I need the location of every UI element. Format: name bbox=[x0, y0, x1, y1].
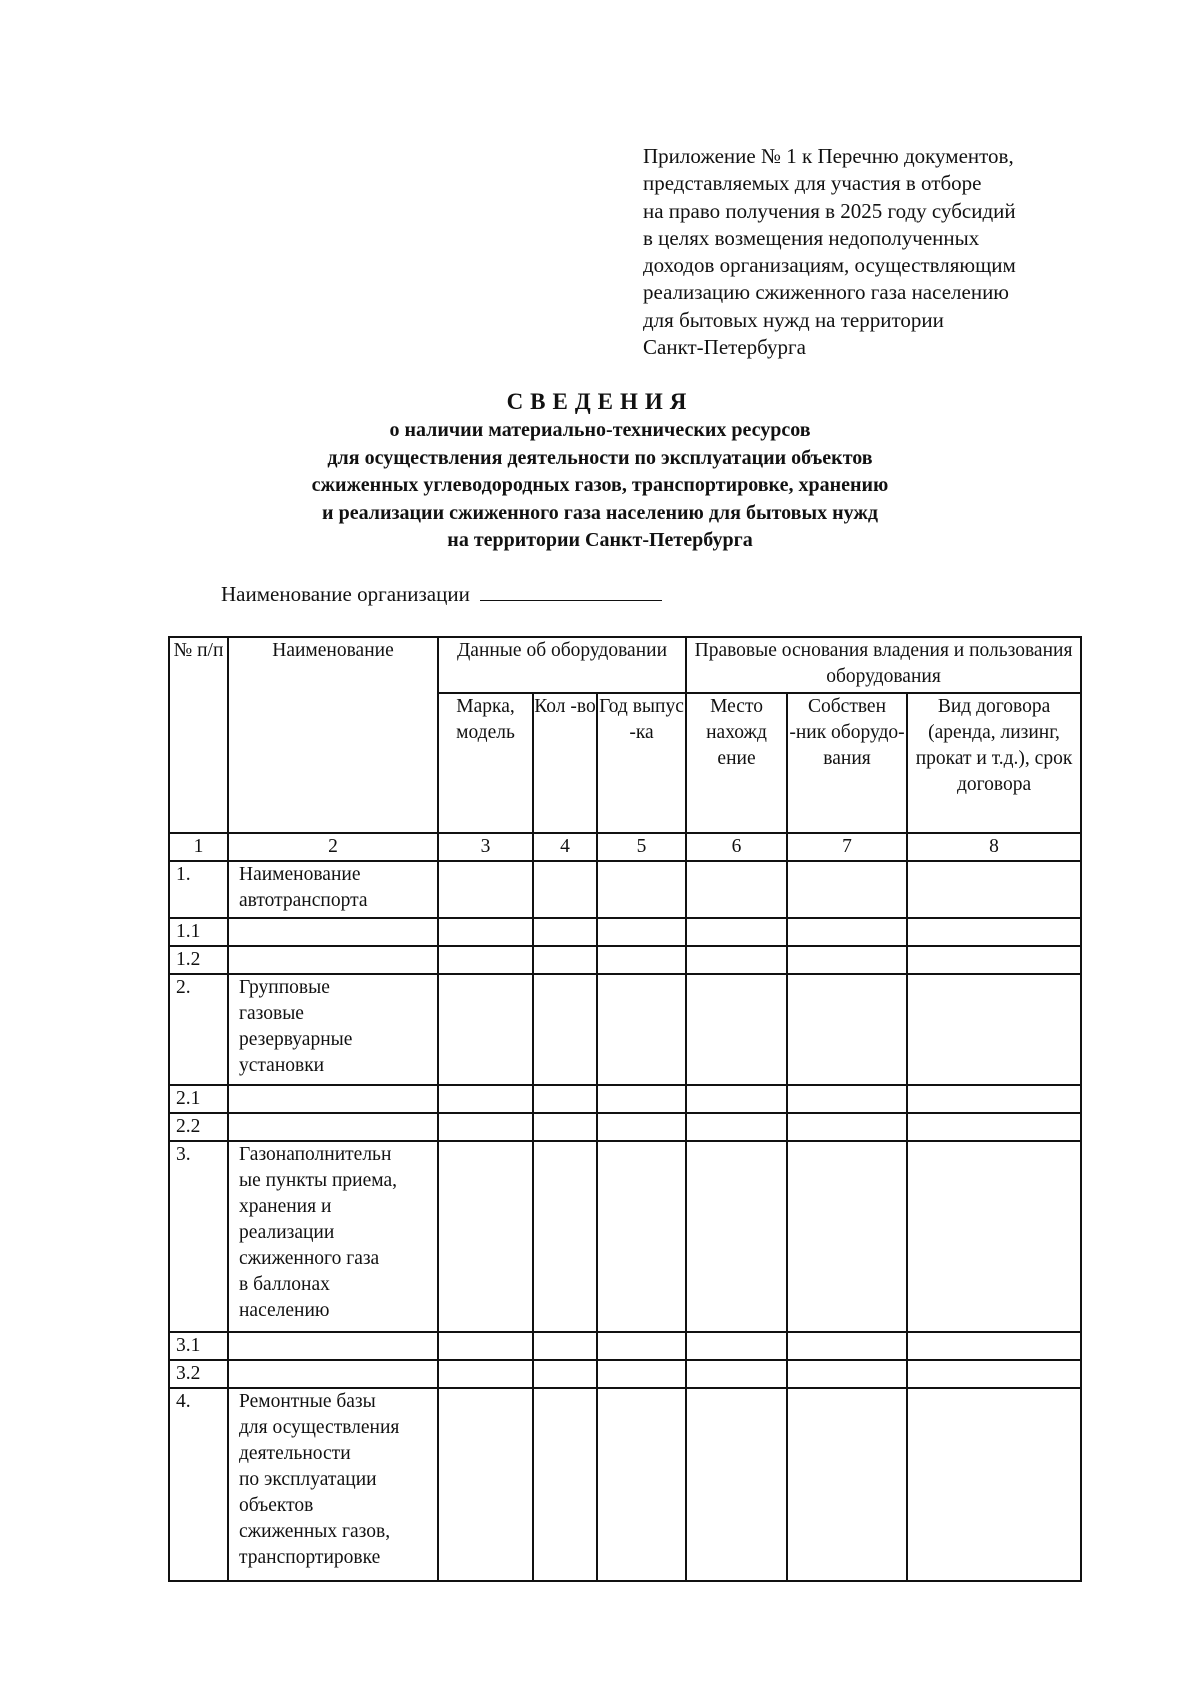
row-name bbox=[228, 1388, 438, 1581]
row-name[interactable] bbox=[228, 918, 438, 946]
table-row bbox=[169, 946, 1081, 974]
cell-brand[interactable] bbox=[438, 946, 533, 974]
cell-qty[interactable] bbox=[533, 974, 597, 1085]
header-qty: Кол -во bbox=[533, 693, 597, 833]
cell-contract[interactable] bbox=[907, 1360, 1081, 1388]
cell-contract[interactable] bbox=[907, 1141, 1081, 1332]
row-number: 1.2 bbox=[169, 946, 228, 974]
cell-owner[interactable] bbox=[787, 918, 907, 946]
row-name[interactable] bbox=[228, 1332, 438, 1360]
cell-owner[interactable] bbox=[787, 1360, 907, 1388]
cell-owner[interactable] bbox=[787, 861, 907, 918]
row-name[interactable] bbox=[228, 1360, 438, 1388]
cell-brand[interactable] bbox=[438, 918, 533, 946]
cell-brand[interactable] bbox=[438, 1085, 533, 1113]
cell-qty[interactable] bbox=[533, 946, 597, 974]
row-name bbox=[228, 974, 438, 1085]
row-name-line: Наименование bbox=[239, 864, 361, 885]
row-name-line: Ремонтные базы bbox=[239, 1391, 376, 1412]
row-name-line: ые пункты приема, bbox=[239, 1170, 397, 1191]
cell-location[interactable] bbox=[686, 1085, 787, 1113]
cell-brand[interactable] bbox=[438, 861, 533, 918]
row-name-line: по эксплуатации bbox=[239, 1469, 377, 1490]
appendix-line: Санкт-Петербурга bbox=[643, 335, 806, 360]
row-name-line: для осуществления bbox=[239, 1417, 400, 1438]
cell-year[interactable] bbox=[597, 918, 686, 946]
column-number: 5 bbox=[597, 833, 686, 861]
row-name-line: сжиженных газов, bbox=[239, 1521, 391, 1542]
row-name-line: установки bbox=[239, 1055, 325, 1076]
organization-label: Наименование организации bbox=[221, 582, 470, 606]
appendix-line: на право получения в 2025 году субсидий bbox=[643, 198, 1016, 223]
column-number: 7 bbox=[787, 833, 907, 861]
table-row bbox=[169, 1085, 1081, 1113]
cell-year[interactable] bbox=[597, 1141, 686, 1332]
cell-qty[interactable] bbox=[533, 1113, 597, 1141]
cell-owner[interactable] bbox=[787, 1085, 907, 1113]
cell-qty[interactable] bbox=[533, 1332, 597, 1360]
cell-location[interactable] bbox=[686, 1360, 787, 1388]
column-number: 6 bbox=[686, 833, 787, 861]
cell-brand[interactable] bbox=[438, 1113, 533, 1141]
table-row bbox=[169, 1113, 1081, 1141]
cell-year[interactable] bbox=[597, 946, 686, 974]
cell-brand[interactable] bbox=[438, 1388, 533, 1581]
cell-location[interactable] bbox=[686, 918, 787, 946]
title-line: о наличии материально-технических ресурсов bbox=[389, 419, 811, 441]
cell-owner[interactable] bbox=[787, 1332, 907, 1360]
row-name-line: резервуарные bbox=[239, 1029, 353, 1050]
cell-contract[interactable] bbox=[907, 861, 1081, 918]
cell-location[interactable] bbox=[686, 1141, 787, 1332]
cell-contract[interactable] bbox=[907, 1388, 1081, 1581]
column-number: 4 bbox=[533, 833, 597, 861]
cell-location[interactable] bbox=[686, 861, 787, 918]
cell-contract[interactable] bbox=[907, 946, 1081, 974]
header-location: Место нахожд ение bbox=[686, 693, 787, 833]
row-name-line: хранения и bbox=[239, 1196, 332, 1217]
appendix-line: реализацию сжиженного газа населению bbox=[643, 280, 1009, 305]
cell-brand[interactable] bbox=[438, 1360, 533, 1388]
row-number: 1.1 bbox=[169, 918, 228, 946]
cell-brand[interactable] bbox=[438, 1141, 533, 1332]
header-brand: Марка, модель bbox=[438, 693, 533, 833]
table-row bbox=[169, 1360, 1081, 1388]
resources-table bbox=[168, 636, 1082, 1582]
cell-year[interactable] bbox=[597, 974, 686, 1085]
title-line: на территории Санкт-Петербурга bbox=[447, 529, 753, 551]
cell-brand[interactable] bbox=[438, 1332, 533, 1360]
cell-year[interactable] bbox=[597, 1332, 686, 1360]
row-number: 2. bbox=[169, 974, 228, 1085]
cell-owner[interactable] bbox=[787, 1388, 907, 1581]
row-name-line: Групповые bbox=[239, 977, 330, 998]
header-legal-group: Правовые основания владения и пользования оборудования bbox=[686, 637, 1081, 693]
cell-qty[interactable] bbox=[533, 1360, 597, 1388]
cell-owner[interactable] bbox=[787, 1113, 907, 1141]
cell-contract[interactable] bbox=[907, 1113, 1081, 1141]
cell-location[interactable] bbox=[686, 1113, 787, 1141]
cell-year[interactable] bbox=[597, 1360, 686, 1388]
row-number: 2.1 bbox=[169, 1085, 228, 1113]
row-number: 1. bbox=[169, 861, 228, 918]
appendix-line: Приложение № 1 к Перечню документов, bbox=[643, 144, 1014, 168]
appendix-line: представляемых для участия в отборе bbox=[643, 171, 982, 196]
title-subtitle bbox=[0, 417, 1200, 555]
table-row bbox=[169, 974, 1081, 1085]
cell-location[interactable] bbox=[686, 946, 787, 974]
cell-qty[interactable] bbox=[533, 861, 597, 918]
title-main: СВЕДЕНИЯ bbox=[506, 389, 694, 414]
cell-owner[interactable] bbox=[787, 946, 907, 974]
table-row bbox=[169, 1141, 1081, 1332]
cell-location[interactable] bbox=[686, 974, 787, 1085]
column-number: 3 bbox=[438, 833, 533, 861]
cell-location[interactable] bbox=[686, 1388, 787, 1581]
column-number: 2 bbox=[228, 833, 438, 861]
row-name-line: населению bbox=[239, 1300, 330, 1321]
row-number: 3.2 bbox=[169, 1360, 228, 1388]
row-name-line: газовые bbox=[239, 1003, 304, 1024]
row-number: 3.1 bbox=[169, 1332, 228, 1360]
row-name-line: деятельности bbox=[239, 1443, 351, 1464]
row-number: 2.2 bbox=[169, 1113, 228, 1141]
row-number: 4. bbox=[169, 1388, 228, 1581]
title-line: сжиженных углеводородных газов, транспортировке, хранению bbox=[311, 474, 889, 496]
row-name-line: объектов bbox=[239, 1495, 314, 1516]
cell-brand[interactable] bbox=[438, 974, 533, 1085]
cell-contract[interactable] bbox=[907, 974, 1081, 1085]
cell-location[interactable] bbox=[686, 1332, 787, 1360]
cell-contract[interactable] bbox=[907, 918, 1081, 946]
row-name-line: Газонаполнительн bbox=[239, 1144, 392, 1165]
table-row bbox=[169, 918, 1081, 946]
cell-year[interactable] bbox=[597, 1113, 686, 1141]
header-owner: Собствен -ник оборудо- вания bbox=[787, 693, 907, 833]
title-line: для осуществления деятельности по эксплуатации объектов bbox=[327, 446, 873, 469]
cell-year[interactable] bbox=[597, 1388, 686, 1581]
row-name-line: в баллонах bbox=[239, 1274, 330, 1295]
appendix-note bbox=[643, 143, 1103, 361]
cell-year[interactable] bbox=[597, 861, 686, 918]
document-title bbox=[0, 387, 1200, 555]
cell-owner[interactable] bbox=[787, 1141, 907, 1332]
row-name-line: транспортировке bbox=[239, 1547, 381, 1568]
cell-owner[interactable] bbox=[787, 974, 907, 1085]
title-line: и реализации сжиженного газа населению для бытовых нужд bbox=[322, 501, 878, 524]
header-num: № п/п bbox=[169, 637, 228, 833]
appendix-line: в целях возмещения недополученных bbox=[643, 225, 980, 250]
appendix-line: для бытовых нужд на территории bbox=[643, 307, 944, 332]
cell-contract[interactable] bbox=[907, 1332, 1081, 1360]
row-name bbox=[228, 861, 438, 918]
table-row bbox=[169, 861, 1081, 918]
row-name[interactable] bbox=[228, 1085, 438, 1113]
row-name-line: автотранспорта bbox=[239, 890, 368, 911]
row-name[interactable] bbox=[228, 946, 438, 974]
header-year: Год выпус -ка bbox=[597, 693, 686, 833]
table-row bbox=[169, 1332, 1081, 1360]
column-number: 1 bbox=[169, 833, 228, 861]
table-row bbox=[169, 1388, 1081, 1581]
row-name bbox=[228, 1141, 438, 1332]
header-name: Наименование bbox=[228, 637, 438, 833]
cell-contract[interactable] bbox=[907, 1085, 1081, 1113]
row-name-line: реализации bbox=[239, 1222, 335, 1243]
header-equipment-group: Данные об оборудовании bbox=[438, 637, 686, 693]
header-contract: Вид договора (аренда, лизинг, прокат и т.д.), срок договора bbox=[907, 693, 1081, 833]
column-number: 8 bbox=[907, 833, 1081, 861]
cell-qty[interactable] bbox=[533, 1141, 597, 1332]
cell-qty[interactable] bbox=[533, 1085, 597, 1113]
row-number: 3. bbox=[169, 1141, 228, 1332]
organization-blank-line[interactable] bbox=[480, 582, 662, 601]
row-name-line: сжиженного газа bbox=[239, 1248, 380, 1269]
row-name[interactable] bbox=[228, 1113, 438, 1141]
cell-year[interactable] bbox=[597, 1085, 686, 1113]
organization-name-field bbox=[221, 582, 662, 607]
cell-qty[interactable] bbox=[533, 1388, 597, 1581]
appendix-line: доходов организациям, осуществляющим bbox=[643, 253, 1016, 278]
cell-qty[interactable] bbox=[533, 918, 597, 946]
